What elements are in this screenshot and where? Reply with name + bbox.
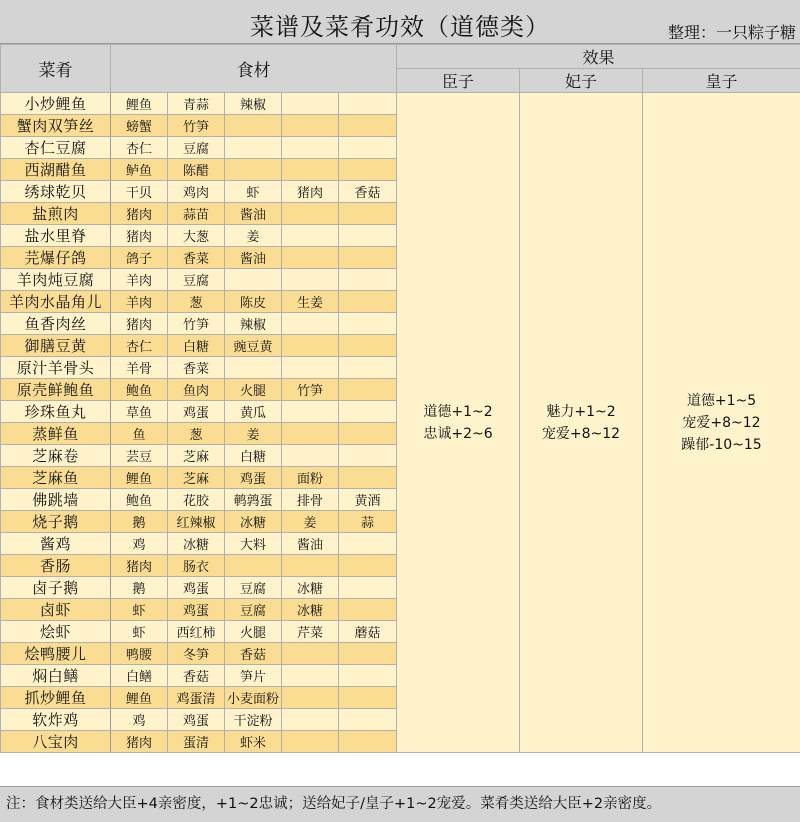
effect-line: 魅力+1~2 <box>546 403 616 420</box>
ingredient-cell: 香菜 <box>168 357 225 379</box>
ingredient-cell: 鲤鱼 <box>111 467 168 489</box>
effect-line: 道德+1~5 <box>686 392 757 409</box>
table-body <box>1 93 800 753</box>
ingredient-cell: 鹅 <box>111 511 168 533</box>
ingredient-cell <box>339 401 397 423</box>
ingredient-cell: 酱油 <box>225 203 282 225</box>
ingredient-cell: 花胶 <box>168 489 225 511</box>
ingredient-cell <box>282 555 339 577</box>
ingredient-cell: 姜 <box>225 225 282 247</box>
ingredient-cell <box>339 291 397 313</box>
ingredient-cell: 陈皮 <box>225 291 282 313</box>
effect-line: 道德+1~2 <box>423 403 493 420</box>
dish-name: 芝麻卷 <box>1 445 111 467</box>
ingredient-cell: 小麦面粉 <box>225 687 282 709</box>
ingredient-cell: 白糖 <box>168 335 225 357</box>
ingredient-cell <box>225 137 282 159</box>
ingredient-cell: 酱油 <box>225 247 282 269</box>
title-row <box>0 0 800 44</box>
ingredient-cell <box>282 687 339 709</box>
ingredient-cell <box>225 357 282 379</box>
ingredient-cell: 虾米 <box>225 731 282 753</box>
ingredient-cell <box>339 159 397 181</box>
ingredient-cell: 香菜 <box>168 247 225 269</box>
ingredient-cell: 生姜 <box>282 291 339 313</box>
ingredient-cell: 芸豆 <box>111 445 168 467</box>
ingredient-cell: 螃蟹 <box>111 115 168 137</box>
ingredient-cell: 酱油 <box>282 533 339 555</box>
ingredient-cell: 黄酒 <box>339 489 397 511</box>
ingredient-cell: 猪肉 <box>111 313 168 335</box>
ingredient-cell: 鹌鹑蛋 <box>225 489 282 511</box>
ingredient-cell <box>282 313 339 335</box>
dish-name: 蒸鲜鱼 <box>1 423 111 445</box>
ingredient-cell: 虾 <box>111 621 168 643</box>
ingredient-cell <box>339 599 397 621</box>
ingredient-cell: 猪肉 <box>111 203 168 225</box>
ingredient-cell: 鸡肉 <box>168 181 225 203</box>
ingredient-cell <box>339 533 397 555</box>
dish-name: 八宝肉 <box>1 731 111 753</box>
header-dish: 菜肴 <box>1 45 111 93</box>
ingredient-cell: 鲤鱼 <box>111 93 168 115</box>
ingredient-cell: 面粉 <box>282 467 339 489</box>
ingredient-cell <box>225 269 282 291</box>
ingredient-cell: 白鳝 <box>111 665 168 687</box>
ingredient-cell: 香菇 <box>339 181 397 203</box>
ingredient-cell: 鸽子 <box>111 247 168 269</box>
ingredient-cell: 草鱼 <box>111 401 168 423</box>
header-effect: 效果 <box>397 45 800 69</box>
ingredient-cell <box>282 93 339 115</box>
ingredient-cell: 冰糖 <box>282 599 339 621</box>
ingredient-cell: 辣椒 <box>225 313 282 335</box>
ingredient-cell: 冰糖 <box>225 511 282 533</box>
ingredient-cell <box>282 203 339 225</box>
ingredient-cell: 鲤鱼 <box>111 687 168 709</box>
ingredient-cell: 葱 <box>168 423 225 445</box>
ingredient-cell: 鲍鱼 <box>111 379 168 401</box>
dish-name: 焖白鳝 <box>1 665 111 687</box>
dish-name: 绣球乾贝 <box>1 181 111 203</box>
ingredient-cell <box>339 115 397 137</box>
ingredient-cell: 猪肉 <box>282 181 339 203</box>
ingredient-cell: 鱼 <box>111 423 168 445</box>
recipe-table <box>0 44 800 753</box>
ingredient-cell <box>282 665 339 687</box>
ingredient-cell <box>282 357 339 379</box>
ingredient-cell: 鸡蛋 <box>168 599 225 621</box>
ingredient-cell: 豌豆黄 <box>225 335 282 357</box>
dish-name: 芝麻鱼 <box>1 467 111 489</box>
effect-consort <box>520 93 643 753</box>
ingredient-cell: 蘑菇 <box>339 621 397 643</box>
ingredient-cell <box>339 269 397 291</box>
dish-name: 酱鸡 <box>1 533 111 555</box>
ingredient-cell: 鸭腰 <box>111 643 168 665</box>
ingredient-cell: 豆腐 <box>225 599 282 621</box>
ingredient-cell: 黄瓜 <box>225 401 282 423</box>
ingredient-cell <box>339 577 397 599</box>
ingredient-cell: 干淀粉 <box>225 709 282 731</box>
ingredient-cell: 西红柿 <box>168 621 225 643</box>
ingredient-cell: 姜 <box>282 511 339 533</box>
ingredient-cell: 干贝 <box>111 181 168 203</box>
ingredient-cell: 鸡 <box>111 533 168 555</box>
ingredient-cell: 笋片 <box>225 665 282 687</box>
ingredient-cell: 葱 <box>168 291 225 313</box>
ingredient-cell: 猪肉 <box>111 731 168 753</box>
ingredient-cell <box>282 115 339 137</box>
ingredient-cell <box>339 247 397 269</box>
table-row <box>1 93 800 115</box>
ingredient-cell: 香菇 <box>225 643 282 665</box>
ingredient-cell <box>282 159 339 181</box>
ingredient-cell <box>339 423 397 445</box>
ingredient-cell: 鸡蛋 <box>168 577 225 599</box>
ingredient-cell <box>282 269 339 291</box>
dish-name: 羊肉水晶角儿 <box>1 291 111 313</box>
ingredient-cell <box>282 137 339 159</box>
ingredient-cell: 排骨 <box>282 489 339 511</box>
dish-name: 盐煎肉 <box>1 203 111 225</box>
ingredient-cell: 鸡蛋 <box>168 709 225 731</box>
ingredient-cell <box>339 313 397 335</box>
ingredient-cell <box>339 137 397 159</box>
effect-line: 宠爱+8~12 <box>541 425 621 442</box>
dish-name: 珍珠鱼丸 <box>1 401 111 423</box>
ingredient-cell <box>339 643 397 665</box>
ingredient-cell <box>339 687 397 709</box>
ingredient-cell <box>225 115 282 137</box>
ingredient-cell <box>339 445 397 467</box>
ingredient-cell: 蒜 <box>339 511 397 533</box>
dish-name: 原汁羊骨头 <box>1 357 111 379</box>
dish-name: 羊肉炖豆腐 <box>1 269 111 291</box>
ingredient-cell: 火腿 <box>225 379 282 401</box>
dish-name: 御膳豆黄 <box>1 335 111 357</box>
ingredient-cell <box>339 335 397 357</box>
ingredient-cell <box>282 731 339 753</box>
ingredient-cell <box>339 93 397 115</box>
ingredient-cell: 猪肉 <box>111 225 168 247</box>
footnote: 注：食材类送给大臣+4亲密度，+1~2忠诚；送给妃子/皇子+1~2宠爱。菜肴类送给大臣+2亲密度。 <box>0 786 800 822</box>
ingredient-cell: 冰糖 <box>168 533 225 555</box>
organizer-credit: 整理：一只粽子糖 <box>667 23 796 42</box>
ingredient-cell: 姜 <box>225 423 282 445</box>
ingredient-cell: 陈醋 <box>168 159 225 181</box>
ingredient-cell: 肠衣 <box>168 555 225 577</box>
ingredient-cell: 芝麻 <box>168 445 225 467</box>
ingredient-cell: 鸡蛋清 <box>168 687 225 709</box>
ingredient-cell: 鹅 <box>111 577 168 599</box>
dish-name: 芫爆仔鸽 <box>1 247 111 269</box>
ingredient-cell <box>282 247 339 269</box>
ingredient-cell: 鸡 <box>111 709 168 731</box>
effect-line: 躁郁-10~15 <box>681 436 762 453</box>
ingredient-cell: 蒜苗 <box>168 203 225 225</box>
ingredient-cell: 杏仁 <box>111 335 168 357</box>
ingredient-cell: 大料 <box>225 533 282 555</box>
ingredient-cell: 羊肉 <box>111 269 168 291</box>
ingredient-cell <box>225 555 282 577</box>
dish-name: 烧子鹅 <box>1 511 111 533</box>
ingredient-cell <box>339 357 397 379</box>
ingredient-cell: 竹笋 <box>282 379 339 401</box>
ingredient-cell: 豆腐 <box>168 269 225 291</box>
header-empress: 皇子 <box>643 69 800 93</box>
ingredient-cell: 火腿 <box>225 621 282 643</box>
ingredient-cell: 虾 <box>225 181 282 203</box>
ingredient-cell: 羊肉 <box>111 291 168 313</box>
dish-name: 原壳鲜鲍鱼 <box>1 379 111 401</box>
ingredient-cell: 白糖 <box>225 445 282 467</box>
ingredient-cell <box>282 335 339 357</box>
dish-name: 香肠 <box>1 555 111 577</box>
ingredient-cell <box>339 467 397 489</box>
ingredient-cell: 蛋清 <box>168 731 225 753</box>
ingredient-cell: 青蒜 <box>168 93 225 115</box>
dish-name: 西湖醋鱼 <box>1 159 111 181</box>
dish-name: 佛跳墙 <box>1 489 111 511</box>
dish-name: 软炸鸡 <box>1 709 111 731</box>
ingredient-cell <box>339 379 397 401</box>
ingredient-cell: 鲈鱼 <box>111 159 168 181</box>
ingredient-cell <box>282 445 339 467</box>
ingredient-cell <box>339 709 397 731</box>
ingredient-cell <box>282 643 339 665</box>
dish-name: 鱼香肉丝 <box>1 313 111 335</box>
ingredient-cell: 豆腐 <box>225 577 282 599</box>
ingredient-cell: 大葱 <box>168 225 225 247</box>
ingredient-cell: 羊骨 <box>111 357 168 379</box>
header-minister: 臣子 <box>397 69 520 93</box>
ingredient-cell: 鲍鱼 <box>111 489 168 511</box>
ingredient-cell: 猪肉 <box>111 555 168 577</box>
ingredient-cell <box>339 555 397 577</box>
header-consort: 妃子 <box>520 69 643 93</box>
ingredient-cell: 鸡蛋 <box>168 401 225 423</box>
ingredient-cell: 红辣椒 <box>168 511 225 533</box>
ingredient-cell <box>282 423 339 445</box>
effect-line: 宠爱+8~12 <box>682 414 761 431</box>
effect-minister <box>397 93 520 753</box>
effect-line: 忠诚+2~6 <box>423 425 493 442</box>
effect-empress <box>643 93 800 753</box>
dish-name: 杏仁豆腐 <box>1 137 111 159</box>
ingredient-cell: 芝麻 <box>168 467 225 489</box>
ingredient-cell: 芹菜 <box>282 621 339 643</box>
dish-name: 盐水里脊 <box>1 225 111 247</box>
ingredient-cell: 辣椒 <box>225 93 282 115</box>
ingredient-cell: 香菇 <box>168 665 225 687</box>
ingredient-cell: 虾 <box>111 599 168 621</box>
dish-name: 烩鸭腰儿 <box>1 643 111 665</box>
dish-name: 卤子鹅 <box>1 577 111 599</box>
ingredient-cell <box>339 203 397 225</box>
ingredient-cell <box>282 709 339 731</box>
sheet-title: 菜谱及菜肴功效（道德类） <box>250 13 550 41</box>
dish-name: 烩虾 <box>1 621 111 643</box>
ingredient-cell <box>339 731 397 753</box>
ingredient-cell: 鱼肉 <box>168 379 225 401</box>
dish-name: 蟹肉双笋丝 <box>1 115 111 137</box>
ingredient-cell: 鸡蛋 <box>225 467 282 489</box>
dish-name: 小炒鲤鱼 <box>1 93 111 115</box>
ingredient-cell: 冬笋 <box>168 643 225 665</box>
ingredient-cell: 竹笋 <box>168 313 225 335</box>
ingredient-cell <box>339 225 397 247</box>
ingredient-cell: 竹笋 <box>168 115 225 137</box>
header-ingredients: 食材 <box>111 45 397 93</box>
dish-name: 卤虾 <box>1 599 111 621</box>
ingredient-cell <box>339 665 397 687</box>
ingredient-cell: 豆腐 <box>168 137 225 159</box>
ingredient-cell <box>225 159 282 181</box>
ingredient-cell: 冰糖 <box>282 577 339 599</box>
ingredient-cell <box>282 401 339 423</box>
ingredient-cell: 杏仁 <box>111 137 168 159</box>
dish-name: 抓炒鲤鱼 <box>1 687 111 709</box>
ingredient-cell <box>282 225 339 247</box>
